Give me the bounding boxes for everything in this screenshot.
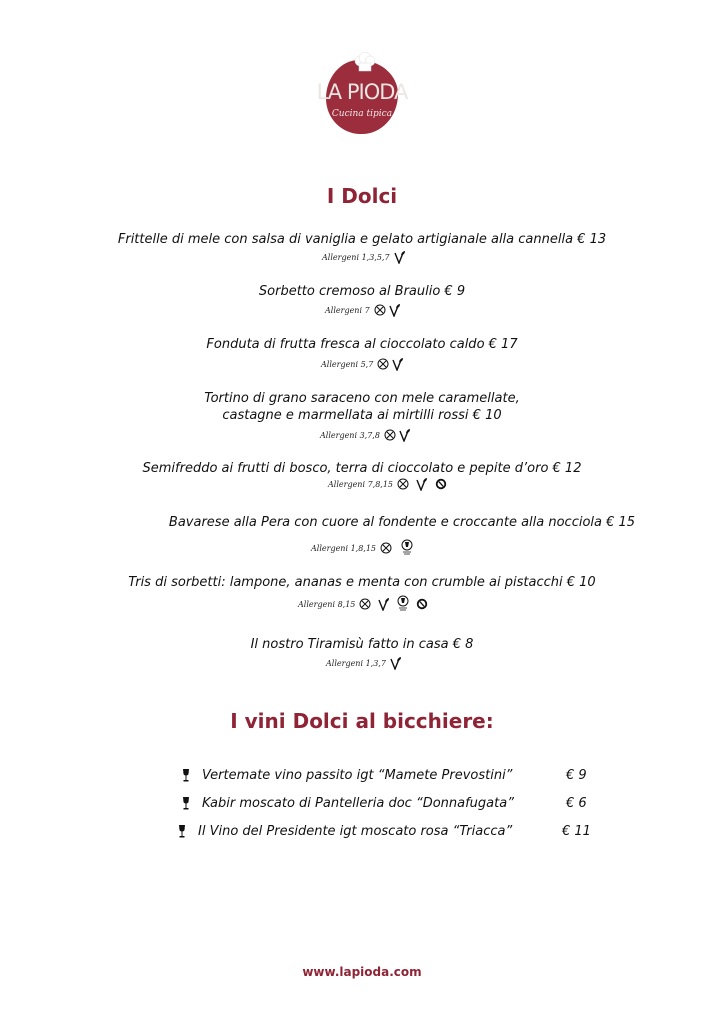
allergen-label: Allergeni 8,15	[298, 599, 356, 609]
chef-special-icon	[397, 595, 409, 613]
chef-special-icon	[401, 539, 413, 557]
vegetarian-icon	[389, 303, 401, 317]
brand-logo	[310, 52, 414, 134]
wine-name: Vertemate vino passito igt “Mamete Prevostini”	[202, 768, 513, 783]
allergen-line	[322, 249, 406, 265]
gluten-free-icon	[377, 357, 389, 371]
chef-hat-icon	[354, 52, 376, 74]
allergen-line	[321, 356, 404, 372]
allergen-label: Allergeni 3,7,8	[320, 430, 380, 440]
allergen-line	[325, 302, 401, 318]
gluten-free-icon	[384, 428, 396, 442]
vegetarian-icon	[392, 357, 404, 371]
allergen-line	[326, 655, 402, 671]
vegetarian-icon	[390, 656, 402, 670]
dish-name: Tris di sorbetti: lampone, ananas e menta con crumble ai pistacchi € 10	[128, 575, 596, 590]
dish-name: Bavarese alla Pera con cuore al fondente e croccante alla nocciola € 15	[168, 515, 636, 530]
wine-glass-icon	[182, 797, 190, 811]
desserts-heading: I Dolci	[326, 184, 398, 208]
dish-name: Frittelle di mele con salsa di vaniglia e gelato artigianale alla cannella € 13	[117, 232, 607, 247]
gluten-free-icon	[374, 303, 386, 317]
brand-tagline: Cucina tipica	[331, 109, 393, 119]
allergen-label: Allergeni 5,7	[321, 359, 374, 369]
allergen-line	[328, 476, 447, 492]
gluten-free-icon	[359, 597, 371, 611]
dish-name: Semifreddo ai frutti di bosco, terra di cioccolato e pepite d’oro € 12	[142, 461, 582, 476]
dish-name: Tortino di grano saraceno con mele caramellate,	[204, 391, 520, 406]
allergen-label: Allergeni 1,3,5,7	[322, 252, 390, 262]
dish-name: Fonduta di frutta fresca al cioccolato caldo € 17	[206, 337, 518, 352]
allergen-label: Allergeni 7	[325, 305, 370, 315]
wine-price: € 9	[566, 768, 587, 783]
no-lactose-icon	[435, 477, 447, 491]
wine-price: € 11	[562, 824, 591, 839]
dish-name: Il nostro Tiramisù fatto in casa € 8	[250, 637, 474, 652]
brand-name: LA PIODA	[316, 80, 408, 104]
dish-name: castagne e marmellata ai mirtilli rossi € 10	[222, 408, 502, 423]
no-lactose-icon	[416, 597, 428, 611]
vegetarian-icon	[416, 477, 428, 491]
gluten-free-icon	[397, 477, 409, 491]
allergen-line	[298, 596, 428, 612]
allergen-label: Allergeni 7,8,15	[328, 479, 394, 489]
vegetarian-icon	[378, 597, 390, 611]
allergen-line	[311, 540, 413, 556]
gluten-free-icon	[380, 541, 392, 555]
footer-link[interactable]: www.lapioda.com	[302, 965, 422, 979]
wines-heading: I vini Dolci al bicchiere:	[230, 709, 494, 733]
wine-glass-icon	[178, 825, 186, 839]
vegetarian-icon	[399, 428, 411, 442]
allergen-line	[320, 427, 411, 443]
wine-price: € 6	[566, 796, 587, 811]
allergen-label: Allergeni 1,3,7	[326, 658, 386, 668]
dish-name: Sorbetto cremoso al Braulio € 9	[258, 284, 466, 299]
wine-glass-icon	[182, 769, 190, 783]
wine-name: Il Vino del Presidente igt moscato rosa “Triacca”	[198, 824, 513, 839]
allergen-label: Allergeni 1,8,15	[311, 543, 377, 553]
wine-name: Kabir moscato di Pantelleria doc “Donnafugata”	[202, 796, 514, 811]
vegetarian-icon	[394, 250, 406, 264]
